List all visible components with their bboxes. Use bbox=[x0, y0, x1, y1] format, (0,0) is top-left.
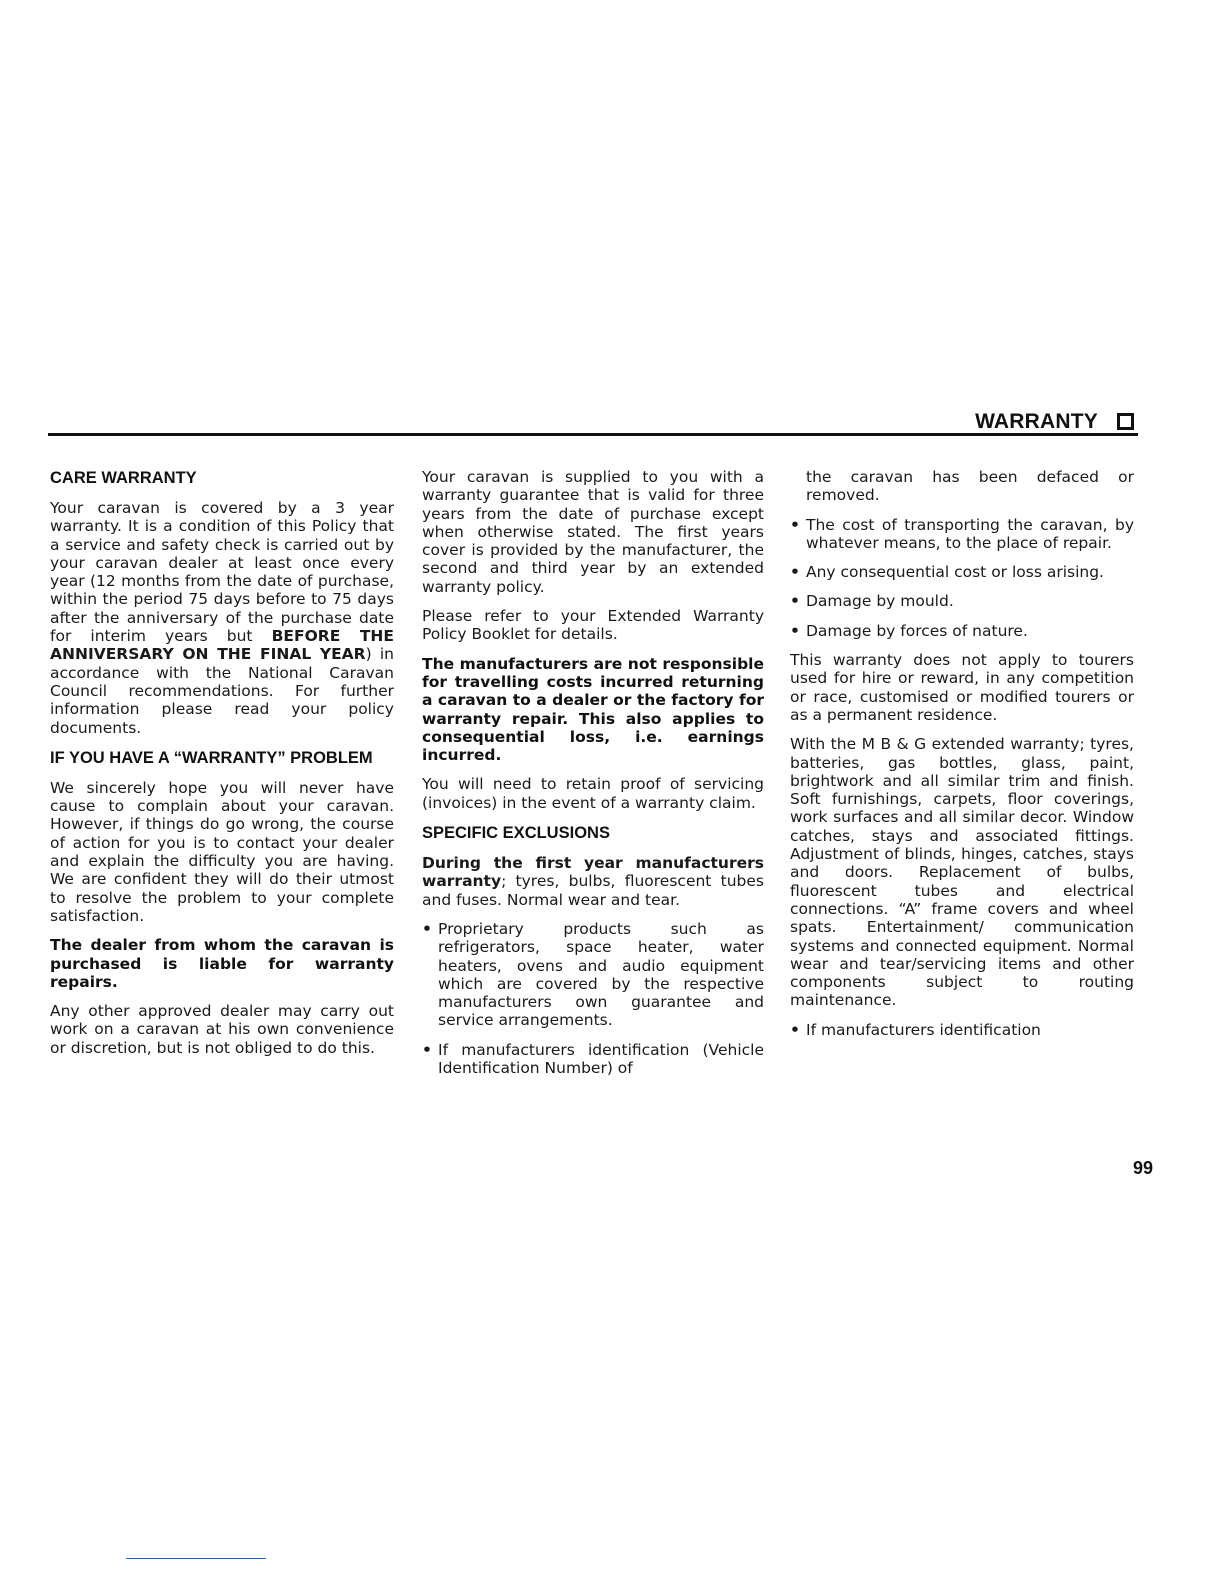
supplied-warranty-paragraph: Your caravan is supplied to you with a warranty guarantee that is valid for three years from the date of purchase except when otherwise stated. The first years cover is provided by the manufacturer, the second and third year by an extended warranty policy. bbox=[422, 468, 764, 596]
section-title: WARRANTY bbox=[975, 410, 1098, 433]
bullet-text: The cost of transporting the caravan, by whatever means, to the place of repair. bbox=[806, 515, 1134, 552]
bullet-item bbox=[422, 1041, 764, 1078]
warranty-problem-paragraph: We sincerely hope you will never have cause to complain about your caravan. However, if things do go wrong, the course of action for you is to contact your dealer and explain the difficulty you are having. We are confident they will do their utmost to resolve the problem to your complete satisfaction. bbox=[50, 778, 394, 925]
text-run: Your caravan is covered by a 3 year warranty. It is a condition of this Policy that a service and safety check is carried out by your caravan dealer at least once every year (12 months from the date of purchase, within the period 75 days before to 75 days after the anniversary of the purchase date for interim years but bbox=[50, 499, 394, 646]
bold-run: During the first year manufacturers warranty bbox=[422, 854, 764, 891]
bullet-item bbox=[790, 516, 1134, 553]
bullet-item bbox=[790, 622, 1134, 640]
proof-of-servicing-paragraph: You will need to retain proof of servicing (invoices) in the event of a warranty claim. bbox=[422, 775, 764, 812]
bullet-text: If manufacturers identification bbox=[806, 1020, 1041, 1039]
column-2 bbox=[422, 468, 764, 1088]
column-3 bbox=[790, 468, 1134, 1050]
bullet-icon: • bbox=[790, 563, 800, 582]
bullet-item bbox=[422, 920, 764, 1030]
warranty-problem-heading: IF YOU HAVE A “WARRANTY” PROBLEM bbox=[50, 748, 373, 767]
square-box-icon bbox=[1117, 413, 1134, 430]
care-warranty-paragraph bbox=[50, 499, 394, 737]
not-apply-paragraph: This warranty does not apply to tourers used for hire or reward, in any competition or race, customised or modified tourers or as a permanent residence. bbox=[790, 651, 1134, 724]
bold-run: BEFORE THE ANNIVERSARY ON THE FINAL YEAR bbox=[50, 627, 394, 664]
page-header bbox=[48, 408, 1138, 436]
text-run: ) in accordance with the National Caravan Council recommendations. For further information please read your policy documents. bbox=[50, 645, 394, 737]
continued-paragraph: the caravan has been defaced or removed. bbox=[806, 468, 1134, 505]
specific-exclusions-heading: SPECIFIC EXCLUSIONS bbox=[422, 824, 610, 843]
bullet-item bbox=[790, 1021, 1134, 1039]
first-year-exclusions-paragraph bbox=[422, 854, 764, 909]
bullet-item bbox=[790, 592, 1134, 610]
refer-booklet-paragraph: Please refer to your Extended Warranty Policy Booklet for details. bbox=[422, 607, 764, 644]
bullet-text: Damage by forces of nature. bbox=[806, 621, 1028, 640]
travel-costs-paragraph: The manufacturers are not responsible for travelling costs incurred returning a caravan to a dealer or the factory for warranty repair. This also applies to consequential loss, i.e. earnings incurred. bbox=[422, 654, 764, 765]
extended-warranty-paragraph: With the M B & G extended warranty; tyres, batteries, gas bottles, glass, paint, brightwork and all similar trim and finish. Soft furnishings, carpets, floor coverings, work surfaces and all similar decor. Window catches, stays and associated fittings. Adjustment of blinds, hinges, catches, stays and doors. Replacement of bulbs, fluorescent tubes and electrical connections. “A” frame covers and wheel spats. Entertainment/ communication systems and connected equipment. Normal wear and tear/servicing items and other components subject to routing maintenance. bbox=[790, 735, 1134, 1010]
page-number: 99 bbox=[1133, 1158, 1154, 1178]
bullet-icon: • bbox=[790, 621, 800, 640]
dealer-liable-paragraph: The dealer from whom the caravan is purchased is liable for warranty repairs. bbox=[50, 936, 394, 991]
bullet-item bbox=[790, 563, 1134, 581]
bullet-text: Any consequential cost or loss arising. bbox=[806, 563, 1104, 582]
bullet-text: If manufacturers identification (Vehicle Identification Number) of bbox=[438, 1040, 764, 1078]
other-dealer-paragraph: Any other approved dealer may carry out work on a caravan at his own convenience or discretion, but is not obliged to do this. bbox=[50, 1002, 394, 1057]
footer-line bbox=[126, 1558, 266, 1559]
column-1 bbox=[50, 468, 394, 1068]
bullet-icon: • bbox=[422, 1040, 432, 1059]
text-run: ; tyres, bulbs, fluorescent tubes and fuses. Normal wear and tear. bbox=[422, 872, 764, 909]
care-warranty-heading: CARE WARRANTY bbox=[50, 469, 197, 487]
bullet-icon: • bbox=[790, 515, 800, 534]
bullet-icon: • bbox=[422, 919, 432, 938]
bullet-text: Damage by mould. bbox=[806, 592, 954, 611]
bullet-text: Proprietary products such as refrigerators, space heater, water heaters, ovens and audio equipment which are covered by the respective manufacturers own guarantee and service arrangements. bbox=[438, 919, 764, 1030]
header-rule bbox=[48, 433, 1138, 436]
bullet-icon: • bbox=[790, 592, 800, 611]
bullet-icon: • bbox=[790, 1020, 800, 1039]
